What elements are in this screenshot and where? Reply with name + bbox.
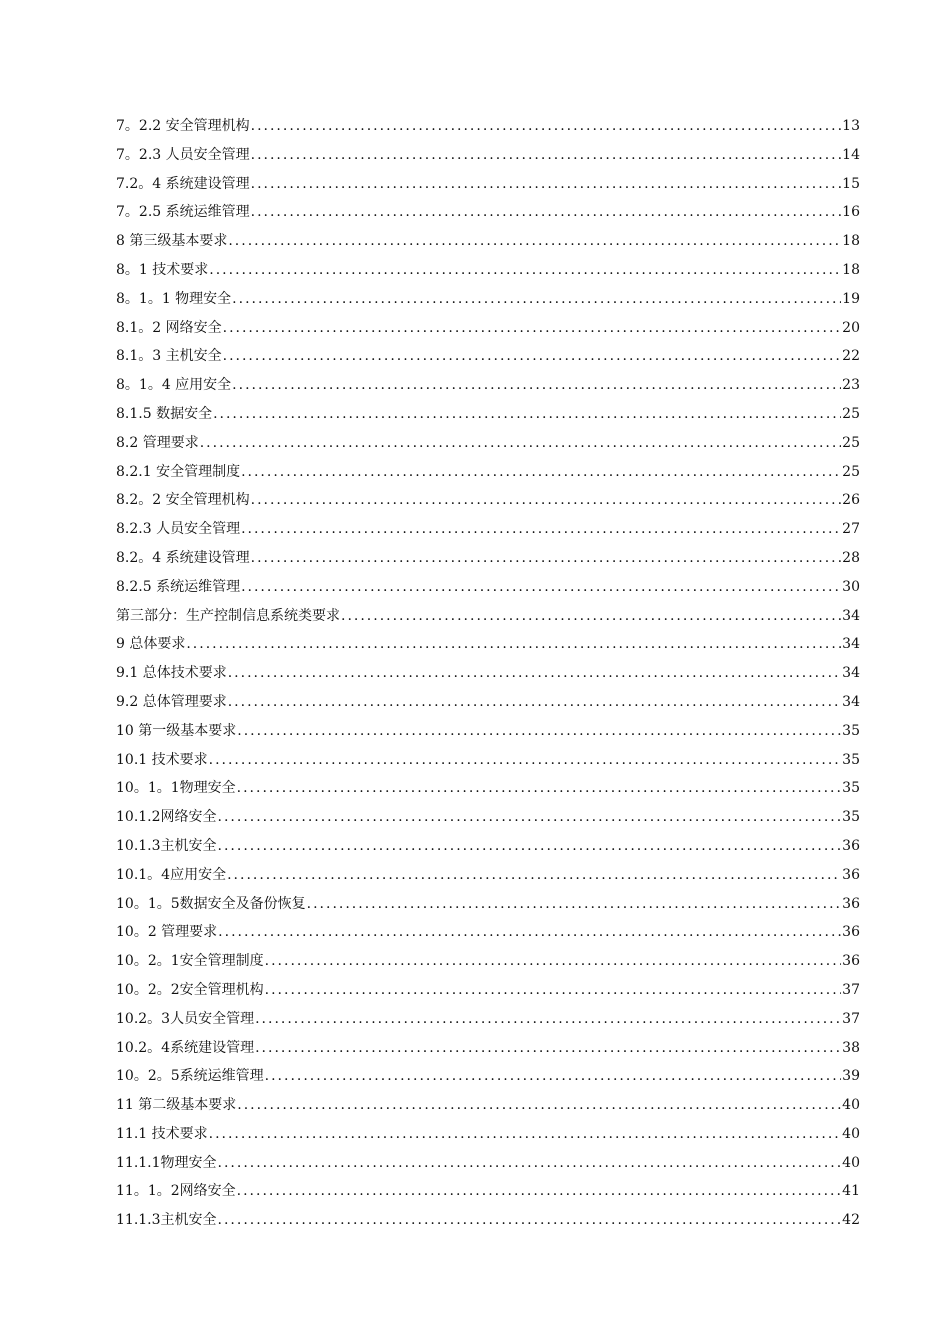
toc-entry-page-number: 37 [842, 1010, 860, 1027]
toc-entry-page-number: 40 [842, 1125, 860, 1142]
toc-entry-title: 7。2.3 人员安全管理 [116, 146, 250, 163]
toc-entry-page-number: 19 [842, 290, 860, 307]
toc-entry-title: 8.1.5 数据安全 [116, 405, 213, 422]
toc-dot-leader [218, 832, 842, 861]
toc-entry[interactable] [116, 976, 860, 1005]
toc-entry[interactable] [116, 602, 860, 631]
toc-dot-leader [255, 1005, 841, 1034]
toc-dot-leader [186, 630, 841, 659]
toc-dot-leader [237, 1091, 841, 1120]
toc-entry-title: 8.2。2 安全管理机构 [116, 492, 250, 509]
toc-entry[interactable] [116, 861, 860, 890]
toc-dot-leader [241, 573, 841, 602]
toc-entry-page-number: 20 [842, 319, 860, 336]
toc-entry-page-number: 36 [842, 837, 860, 854]
toc-dot-leader [228, 227, 841, 256]
toc-entry-page-number: 25 [842, 463, 860, 480]
toc-dot-leader [223, 342, 842, 371]
toc-entry-title: 9.1 总体技术要求 [116, 665, 227, 682]
toc-entry-title: 10。2。2安全管理机构 [116, 981, 264, 998]
toc-dot-leader [251, 112, 842, 141]
toc-entry-title: 8.2.1 安全管理制度 [116, 463, 241, 480]
toc-entry-title: 11.1.1物理安全 [116, 1154, 217, 1171]
toc-entry-page-number: 16 [842, 204, 860, 221]
toc-entry-page-number: 39 [842, 1068, 860, 1085]
toc-entry-page-number: 13 [842, 118, 860, 134]
toc-entry-page-number: 34 [842, 636, 860, 653]
toc-entry[interactable] [116, 342, 860, 371]
toc-entry[interactable] [116, 1091, 860, 1120]
toc-entry-title: 8.1。2 网络安全 [116, 319, 222, 336]
toc-entry[interactable] [116, 429, 860, 458]
toc-entry[interactable] [116, 371, 860, 400]
toc-entry[interactable] [116, 170, 860, 199]
toc-entry-title: 9 总体要求 [116, 636, 186, 653]
toc-entry-title: 8.1。3 主机安全 [116, 348, 222, 365]
toc-dot-leader [218, 918, 841, 947]
toc-entry[interactable] [116, 1062, 860, 1091]
toc-entry-title: 10.1 技术要求 [116, 751, 208, 768]
toc-entry-page-number: 30 [842, 578, 860, 595]
toc-entry-page-number: 35 [842, 751, 860, 768]
toc-entry-title: 11.1.3主机安全 [116, 1212, 217, 1229]
toc-entry[interactable] [116, 1149, 860, 1178]
toc-entry[interactable] [116, 688, 860, 717]
toc-entry-page-number: 25 [842, 434, 860, 451]
toc-entry[interactable] [116, 1206, 860, 1235]
toc-dot-leader [251, 198, 842, 227]
toc-entry[interactable] [116, 198, 860, 227]
toc-entry-title: 9.2 总体管理要求 [116, 693, 227, 710]
toc-entry-page-number: 38 [842, 1039, 860, 1056]
toc-entry-title: 8。1。4 应用安全 [116, 377, 232, 394]
toc-entry[interactable] [116, 630, 860, 659]
toc-dot-leader [218, 1206, 842, 1235]
toc-dot-leader [251, 170, 842, 199]
toc-entry-title: 7。2.2 安全管理机构 [116, 118, 250, 134]
toc-dot-leader [223, 314, 842, 343]
toc-dot-leader [218, 803, 842, 832]
toc-entry-page-number: 28 [842, 549, 860, 566]
toc-entry-title: 8.2 管理要求 [116, 434, 199, 451]
table-of-contents [116, 112, 860, 1235]
toc-entry-page-number: 36 [842, 866, 860, 883]
toc-entry[interactable] [116, 717, 860, 746]
toc-entry[interactable] [116, 918, 860, 947]
toc-entry-title: 10。1。1物理安全 [116, 780, 236, 797]
toc-dot-leader [213, 400, 841, 429]
toc-entry-title: 8.2.3 人员安全管理 [116, 521, 241, 538]
toc-dot-leader [265, 1062, 842, 1091]
toc-entry-title: 10。2。5系统运维管理 [116, 1068, 264, 1085]
toc-entry-page-number: 35 [842, 780, 860, 797]
toc-dot-leader [237, 1177, 842, 1206]
toc-entry-title: 8.2。4 系统建设管理 [116, 549, 250, 566]
toc-entry[interactable] [116, 947, 860, 976]
toc-dot-leader [209, 746, 842, 775]
toc-entry-title: 11 第二级基本要求 [116, 1097, 237, 1114]
toc-entry-page-number: 34 [842, 693, 860, 710]
toc-entry[interactable] [116, 659, 860, 688]
toc-entry-page-number: 40 [842, 1154, 860, 1171]
toc-entry[interactable] [116, 1177, 860, 1206]
toc-entry-page-number: 42 [842, 1212, 860, 1229]
toc-entry-page-number: 36 [842, 924, 860, 941]
toc-entry-title: 8.2.5 系统运维管理 [116, 578, 241, 595]
toc-entry-page-number: 18 [842, 261, 860, 278]
toc-entry-title: 10。2 管理要求 [116, 924, 218, 941]
toc-entry[interactable] [116, 774, 860, 803]
toc-dot-leader [251, 544, 842, 573]
toc-entry-page-number: 37 [842, 981, 860, 998]
toc-entry-page-number: 14 [842, 146, 860, 163]
toc-entry-page-number: 35 [842, 809, 860, 826]
toc-dot-leader [200, 429, 841, 458]
toc-entry-title: 8。1 技术要求 [116, 261, 209, 278]
toc-entry-page-number: 35 [842, 722, 860, 739]
toc-dot-leader [265, 976, 842, 1005]
toc-dot-leader [251, 141, 842, 170]
toc-entry-title: 10 第一级基本要求 [116, 722, 237, 739]
toc-entry-page-number: 15 [842, 175, 860, 192]
toc-dot-leader [241, 515, 841, 544]
toc-entry-title: 10.2。3人员安全管理 [116, 1010, 255, 1027]
toc-entry-page-number: 26 [842, 492, 860, 509]
toc-dot-leader [228, 688, 841, 717]
toc-entry-title: 10.1.3主机安全 [116, 837, 217, 854]
toc-entry-title: 11.1 技术要求 [116, 1125, 208, 1142]
toc-dot-leader [237, 717, 841, 746]
toc-entry-page-number: 34 [842, 665, 860, 682]
toc-entry[interactable] [116, 1005, 860, 1034]
toc-entry-page-number: 22 [842, 348, 860, 365]
toc-entry[interactable] [116, 544, 860, 573]
toc-dot-leader [307, 890, 842, 919]
toc-entry-title: 7。2.5 系统运维管理 [116, 204, 250, 221]
toc-entry[interactable] [116, 832, 860, 861]
toc-entry[interactable] [116, 890, 860, 919]
toc-entry-title: 7.2。4 系统建设管理 [116, 175, 250, 192]
toc-entry-page-number: 18 [842, 233, 860, 250]
toc-entry-page-number: 36 [842, 953, 860, 970]
toc-entry-page-number: 23 [842, 377, 860, 394]
toc-dot-leader [255, 1034, 841, 1063]
toc-entry[interactable] [116, 227, 860, 256]
toc-entry[interactable] [116, 400, 860, 429]
toc-entry-title: 10。1。5数据安全及备份恢复 [116, 895, 306, 912]
toc-dot-leader [341, 602, 841, 631]
toc-entry-title: 10.2。4系统建设管理 [116, 1039, 255, 1056]
toc-entry[interactable] [116, 1120, 860, 1149]
toc-entry-page-number: 36 [842, 895, 860, 912]
toc-entry-title: 11。1。2网络安全 [116, 1183, 236, 1200]
toc-entry-title: 10.1.2网络安全 [116, 809, 217, 826]
toc-dot-leader [251, 486, 842, 515]
toc-entry[interactable] [116, 803, 860, 832]
toc-entry-page-number: 27 [842, 521, 860, 538]
toc-entry-title: 第三部分：生产控制信息系统类要求 [116, 607, 340, 624]
toc-dot-leader [227, 861, 841, 890]
toc-entry[interactable] [116, 314, 860, 343]
toc-dot-leader [209, 1120, 842, 1149]
toc-dot-leader [232, 285, 841, 314]
toc-entry-page-number: 40 [842, 1097, 860, 1114]
toc-dot-leader [232, 371, 841, 400]
toc-entry[interactable] [116, 573, 860, 602]
toc-entry-title: 8。1。1 物理安全 [116, 290, 232, 307]
toc-entry-title: 8 第三级基本要求 [116, 233, 228, 250]
toc-dot-leader [241, 458, 841, 487]
toc-entry[interactable] [116, 515, 860, 544]
toc-entry[interactable] [116, 746, 860, 775]
toc-entry-page-number: 41 [842, 1183, 860, 1200]
toc-dot-leader [237, 774, 842, 803]
toc-dot-leader [228, 659, 841, 688]
toc-entry-title: 10.1。4应用安全 [116, 866, 227, 883]
toc-entry[interactable] [116, 285, 860, 314]
toc-dot-leader [218, 1149, 842, 1178]
toc-entry[interactable] [116, 486, 860, 515]
toc-entry-page-number: 25 [842, 405, 860, 422]
toc-entry[interactable] [116, 458, 860, 487]
toc-dot-leader [209, 256, 841, 285]
toc-entry[interactable] [116, 1034, 860, 1063]
toc-entry[interactable] [116, 256, 860, 285]
toc-dot-leader [265, 947, 842, 976]
toc-entry-page-number: 34 [842, 607, 860, 624]
toc-entry-title: 10。2。1安全管理制度 [116, 953, 264, 970]
toc-entry[interactable] [116, 112, 860, 141]
toc-entry[interactable] [116, 141, 860, 170]
